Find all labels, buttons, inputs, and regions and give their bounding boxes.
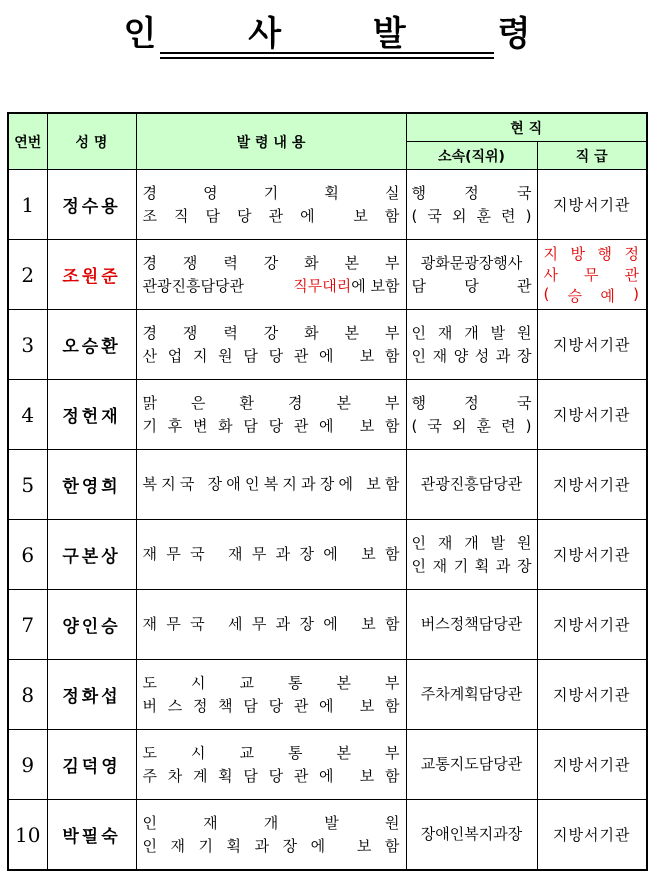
appointment-content bbox=[136, 310, 406, 380]
text-line: 지방서기관 bbox=[553, 756, 631, 774]
text-line: 인 재 양 성 과 장 bbox=[411, 346, 532, 365]
row-number: 5 bbox=[8, 450, 47, 520]
table-row bbox=[8, 310, 647, 380]
text-line: 담 당 관 bbox=[411, 276, 532, 295]
text-line: 인 재 기 획 과 장 에 보 함 bbox=[142, 836, 400, 855]
text-line: 도 시 교 통 본 부 bbox=[142, 743, 400, 762]
text-line: 인 재 개 발 원 bbox=[411, 323, 532, 342]
current-rank bbox=[537, 170, 647, 240]
table-row bbox=[8, 380, 647, 450]
row-number: 1 bbox=[8, 170, 47, 240]
text-line: ( 승 예 ) bbox=[543, 285, 640, 305]
current-affiliation bbox=[406, 800, 537, 871]
text-line: 사 무 관 bbox=[543, 266, 640, 284]
appointment-table bbox=[7, 112, 648, 871]
current-affiliation bbox=[406, 380, 537, 450]
appointment-content bbox=[136, 380, 406, 450]
current-affiliation bbox=[406, 450, 537, 520]
text-line: 지방서기관 bbox=[553, 546, 631, 564]
current-affiliation bbox=[406, 590, 537, 660]
text-line: 주차계획담당관 bbox=[420, 685, 523, 703]
current-affiliation bbox=[406, 730, 537, 800]
current-rank bbox=[537, 450, 647, 520]
row-number: 10 bbox=[8, 800, 47, 871]
row-number: 8 bbox=[8, 660, 47, 730]
current-rank bbox=[537, 380, 647, 450]
header-content: 발 령 내 용 bbox=[136, 113, 406, 170]
person-name: 김덕영 bbox=[47, 730, 136, 800]
current-rank bbox=[537, 520, 647, 590]
text-line: 관광진흥담당관 bbox=[420, 475, 523, 493]
row-number: 4 bbox=[8, 380, 47, 450]
appointment-content bbox=[136, 240, 406, 310]
person-name: 양인승 bbox=[47, 590, 136, 660]
text-line: 재 무 국 재 무 과 장 에 보 함 bbox=[142, 545, 400, 563]
text-line: 버 스 정 책 담 당 관 에 보 함 bbox=[142, 696, 400, 715]
person-name: 오승환 bbox=[47, 310, 136, 380]
current-rank bbox=[537, 800, 647, 871]
person-name: 정헌재 bbox=[47, 380, 136, 450]
header-no: 연번 bbox=[8, 113, 47, 170]
appointment-content bbox=[136, 170, 406, 240]
header-affiliation: 소속(직위) bbox=[406, 142, 537, 170]
table-row bbox=[8, 800, 647, 871]
current-affiliation bbox=[406, 660, 537, 730]
text-line: 지방서기관 bbox=[553, 686, 631, 704]
appointment-content bbox=[136, 660, 406, 730]
header-rank: 직 급 bbox=[537, 142, 647, 170]
text-line: 경 쟁 력 강 화 본 부 bbox=[142, 323, 400, 342]
text-line: 인 재 개 발 원 bbox=[142, 813, 400, 832]
title-underline-double bbox=[160, 57, 494, 59]
text-line: 행 정 국 bbox=[411, 393, 532, 412]
text-line: 재 무 국 세 무 과 장 에 보 함 bbox=[142, 615, 400, 633]
person-name: 조원준 bbox=[47, 240, 136, 310]
text-line: 지 방 행 정 bbox=[543, 245, 640, 263]
appointment-content bbox=[136, 450, 406, 520]
table-row bbox=[8, 240, 647, 310]
header-name: 성 명 bbox=[47, 113, 136, 170]
current-rank bbox=[537, 660, 647, 730]
text-line: 인 재 기 획 과 장 bbox=[411, 556, 532, 575]
person-name: 한영희 bbox=[47, 450, 136, 520]
current-rank bbox=[537, 590, 647, 660]
current-rank bbox=[537, 240, 647, 310]
text-line: 경 쟁 력 강 화 본 부 bbox=[142, 253, 400, 272]
person-name: 정화섭 bbox=[47, 660, 136, 730]
text-line: 지방서기관 bbox=[553, 336, 631, 354]
person-name: 박필숙 bbox=[47, 800, 136, 871]
text-line: 기 후 변 화 담 당 관 에 보 함 bbox=[142, 416, 400, 435]
text-line: 행 정 국 bbox=[411, 183, 532, 202]
page-title: 인 사 발 령 bbox=[123, 14, 571, 54]
table-row bbox=[8, 730, 647, 800]
text-line: 지방서기관 bbox=[553, 406, 631, 424]
current-affiliation bbox=[406, 240, 537, 310]
title-underline bbox=[160, 52, 494, 54]
appointment-content bbox=[136, 590, 406, 660]
text-line: 지방서기관 bbox=[553, 196, 631, 214]
table-row bbox=[8, 170, 647, 240]
row-number: 7 bbox=[8, 590, 47, 660]
text-line: 버스정책담당관 bbox=[420, 615, 523, 633]
current-rank bbox=[537, 730, 647, 800]
appointment-content bbox=[136, 800, 406, 871]
text-line: 지방서기관 bbox=[553, 826, 631, 844]
text-line: 조 직 담 당 관 에 보 함 bbox=[142, 206, 400, 225]
row-number: 9 bbox=[8, 730, 47, 800]
text-line: 교통지도담당관 bbox=[420, 755, 523, 773]
table-row bbox=[8, 660, 647, 730]
text-line: 주 차 계 획 담 당 관 에 보 함 bbox=[142, 766, 400, 785]
person-name: 구본상 bbox=[47, 520, 136, 590]
table-row bbox=[8, 520, 647, 590]
text-line: 관광진흥담당관 직무대리에 보함 bbox=[142, 276, 400, 295]
row-number: 6 bbox=[8, 520, 47, 590]
text-line: 복 지 국 장 애 인 복 지 과 장 에 보 함 bbox=[142, 475, 400, 493]
header-current: 현 직 bbox=[406, 113, 647, 142]
text-line: 경 영 기 획 실 bbox=[142, 183, 400, 202]
text-line: ( 국 외 훈 련 ) bbox=[411, 206, 532, 225]
text-line: 산 업 지 원 담 당 관 에 보 함 bbox=[142, 346, 400, 365]
current-rank bbox=[537, 310, 647, 380]
table-row bbox=[8, 450, 647, 520]
current-affiliation bbox=[406, 170, 537, 240]
text-line: 인 재 개 발 원 bbox=[411, 533, 532, 552]
text-line: 광화문광장행사 bbox=[420, 253, 523, 272]
text-line: 맑 은 환 경 본 부 bbox=[142, 393, 400, 412]
text-line: ( 국 외 훈 련 ) bbox=[411, 416, 532, 435]
table-row bbox=[8, 590, 647, 660]
text-line: 지방서기관 bbox=[553, 616, 631, 634]
text-line: 도 시 교 통 본 부 bbox=[142, 673, 400, 692]
current-affiliation bbox=[406, 520, 537, 590]
text-line: 지방서기관 bbox=[553, 476, 631, 494]
current-affiliation bbox=[406, 310, 537, 380]
appointment-content bbox=[136, 520, 406, 590]
person-name: 정수용 bbox=[47, 170, 136, 240]
text-line: 장애인복지과장 bbox=[420, 825, 523, 843]
appointment-content bbox=[136, 730, 406, 800]
row-number: 3 bbox=[8, 310, 47, 380]
row-number: 2 bbox=[8, 240, 47, 310]
